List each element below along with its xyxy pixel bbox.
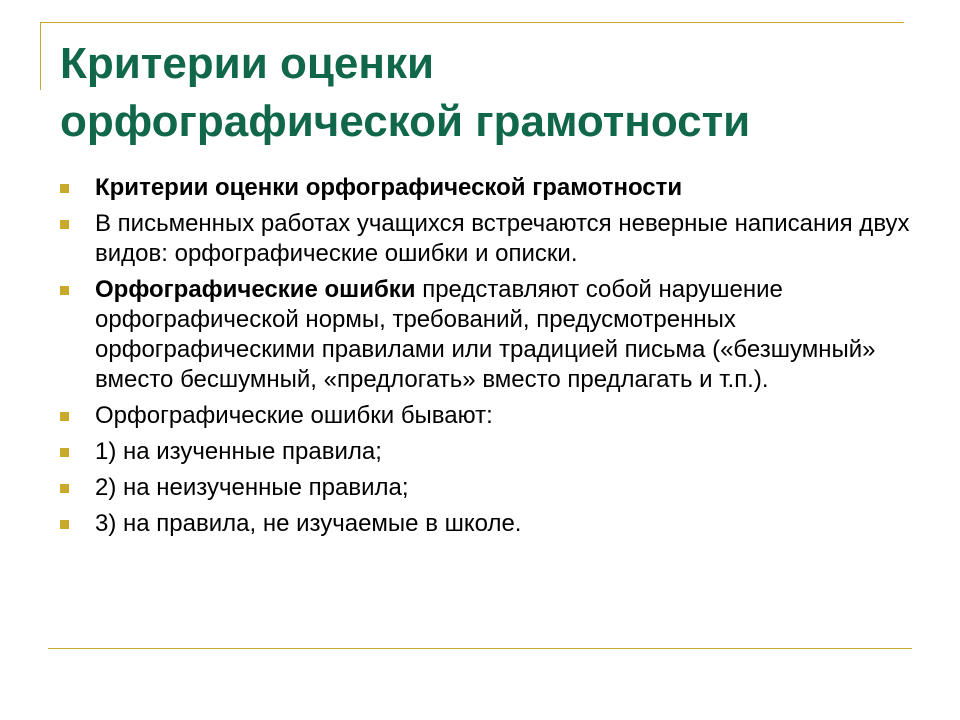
- square-bullet-icon: [60, 184, 69, 193]
- bullet-lead-text: Орфографические ошибки: [95, 276, 416, 303]
- bullet-text: 1) на изученные правила;: [95, 438, 382, 465]
- bullet-item-kind-3: [60, 509, 920, 539]
- bottom-rule-line: [48, 648, 912, 649]
- bullet-item-error-types: [60, 209, 920, 269]
- square-bullet-icon: [60, 484, 69, 493]
- bullet-item-kinds-intro: [60, 401, 920, 431]
- bullet-text: Орфографические ошибки бывают:: [95, 402, 493, 429]
- square-bullet-icon: [60, 520, 69, 529]
- bullet-list: [60, 173, 920, 545]
- bullet-text: представляют собой нарушение орфографической нормы, требований, предусмотренных орфографическими правилами или традицией письма («безшумный» вместо бесшумный, «предлогать» вместо предлагать и т.п.).: [95, 276, 876, 393]
- square-bullet-icon: [60, 448, 69, 457]
- bullet-lead-text: Критерии оценки орфографической грамотности: [95, 174, 683, 201]
- square-bullet-icon: [60, 412, 69, 421]
- left-rule-line: [40, 22, 41, 90]
- bullet-item-kind-2: [60, 473, 920, 503]
- slide-title-line-2: орфографической грамотности: [60, 97, 751, 146]
- top-rule-line: [40, 22, 904, 23]
- square-bullet-icon: [60, 220, 69, 229]
- bullet-text: 2) на неизученные правила;: [95, 474, 409, 501]
- slide-title-line-1: Критерии оценки: [60, 39, 435, 88]
- bullet-item-definition: [60, 275, 920, 395]
- square-bullet-icon: [60, 286, 69, 295]
- bullet-text: 3) на правила, не изучаемые в школе.: [95, 510, 522, 537]
- bullet-item-criteria-heading: [60, 173, 920, 203]
- slide-title: [60, 35, 920, 151]
- bullet-text: В письменных работах учащихся встречаются неверные написания двух видов: орфографические ошибки и описки.: [95, 210, 910, 267]
- bullet-item-kind-1: [60, 437, 920, 467]
